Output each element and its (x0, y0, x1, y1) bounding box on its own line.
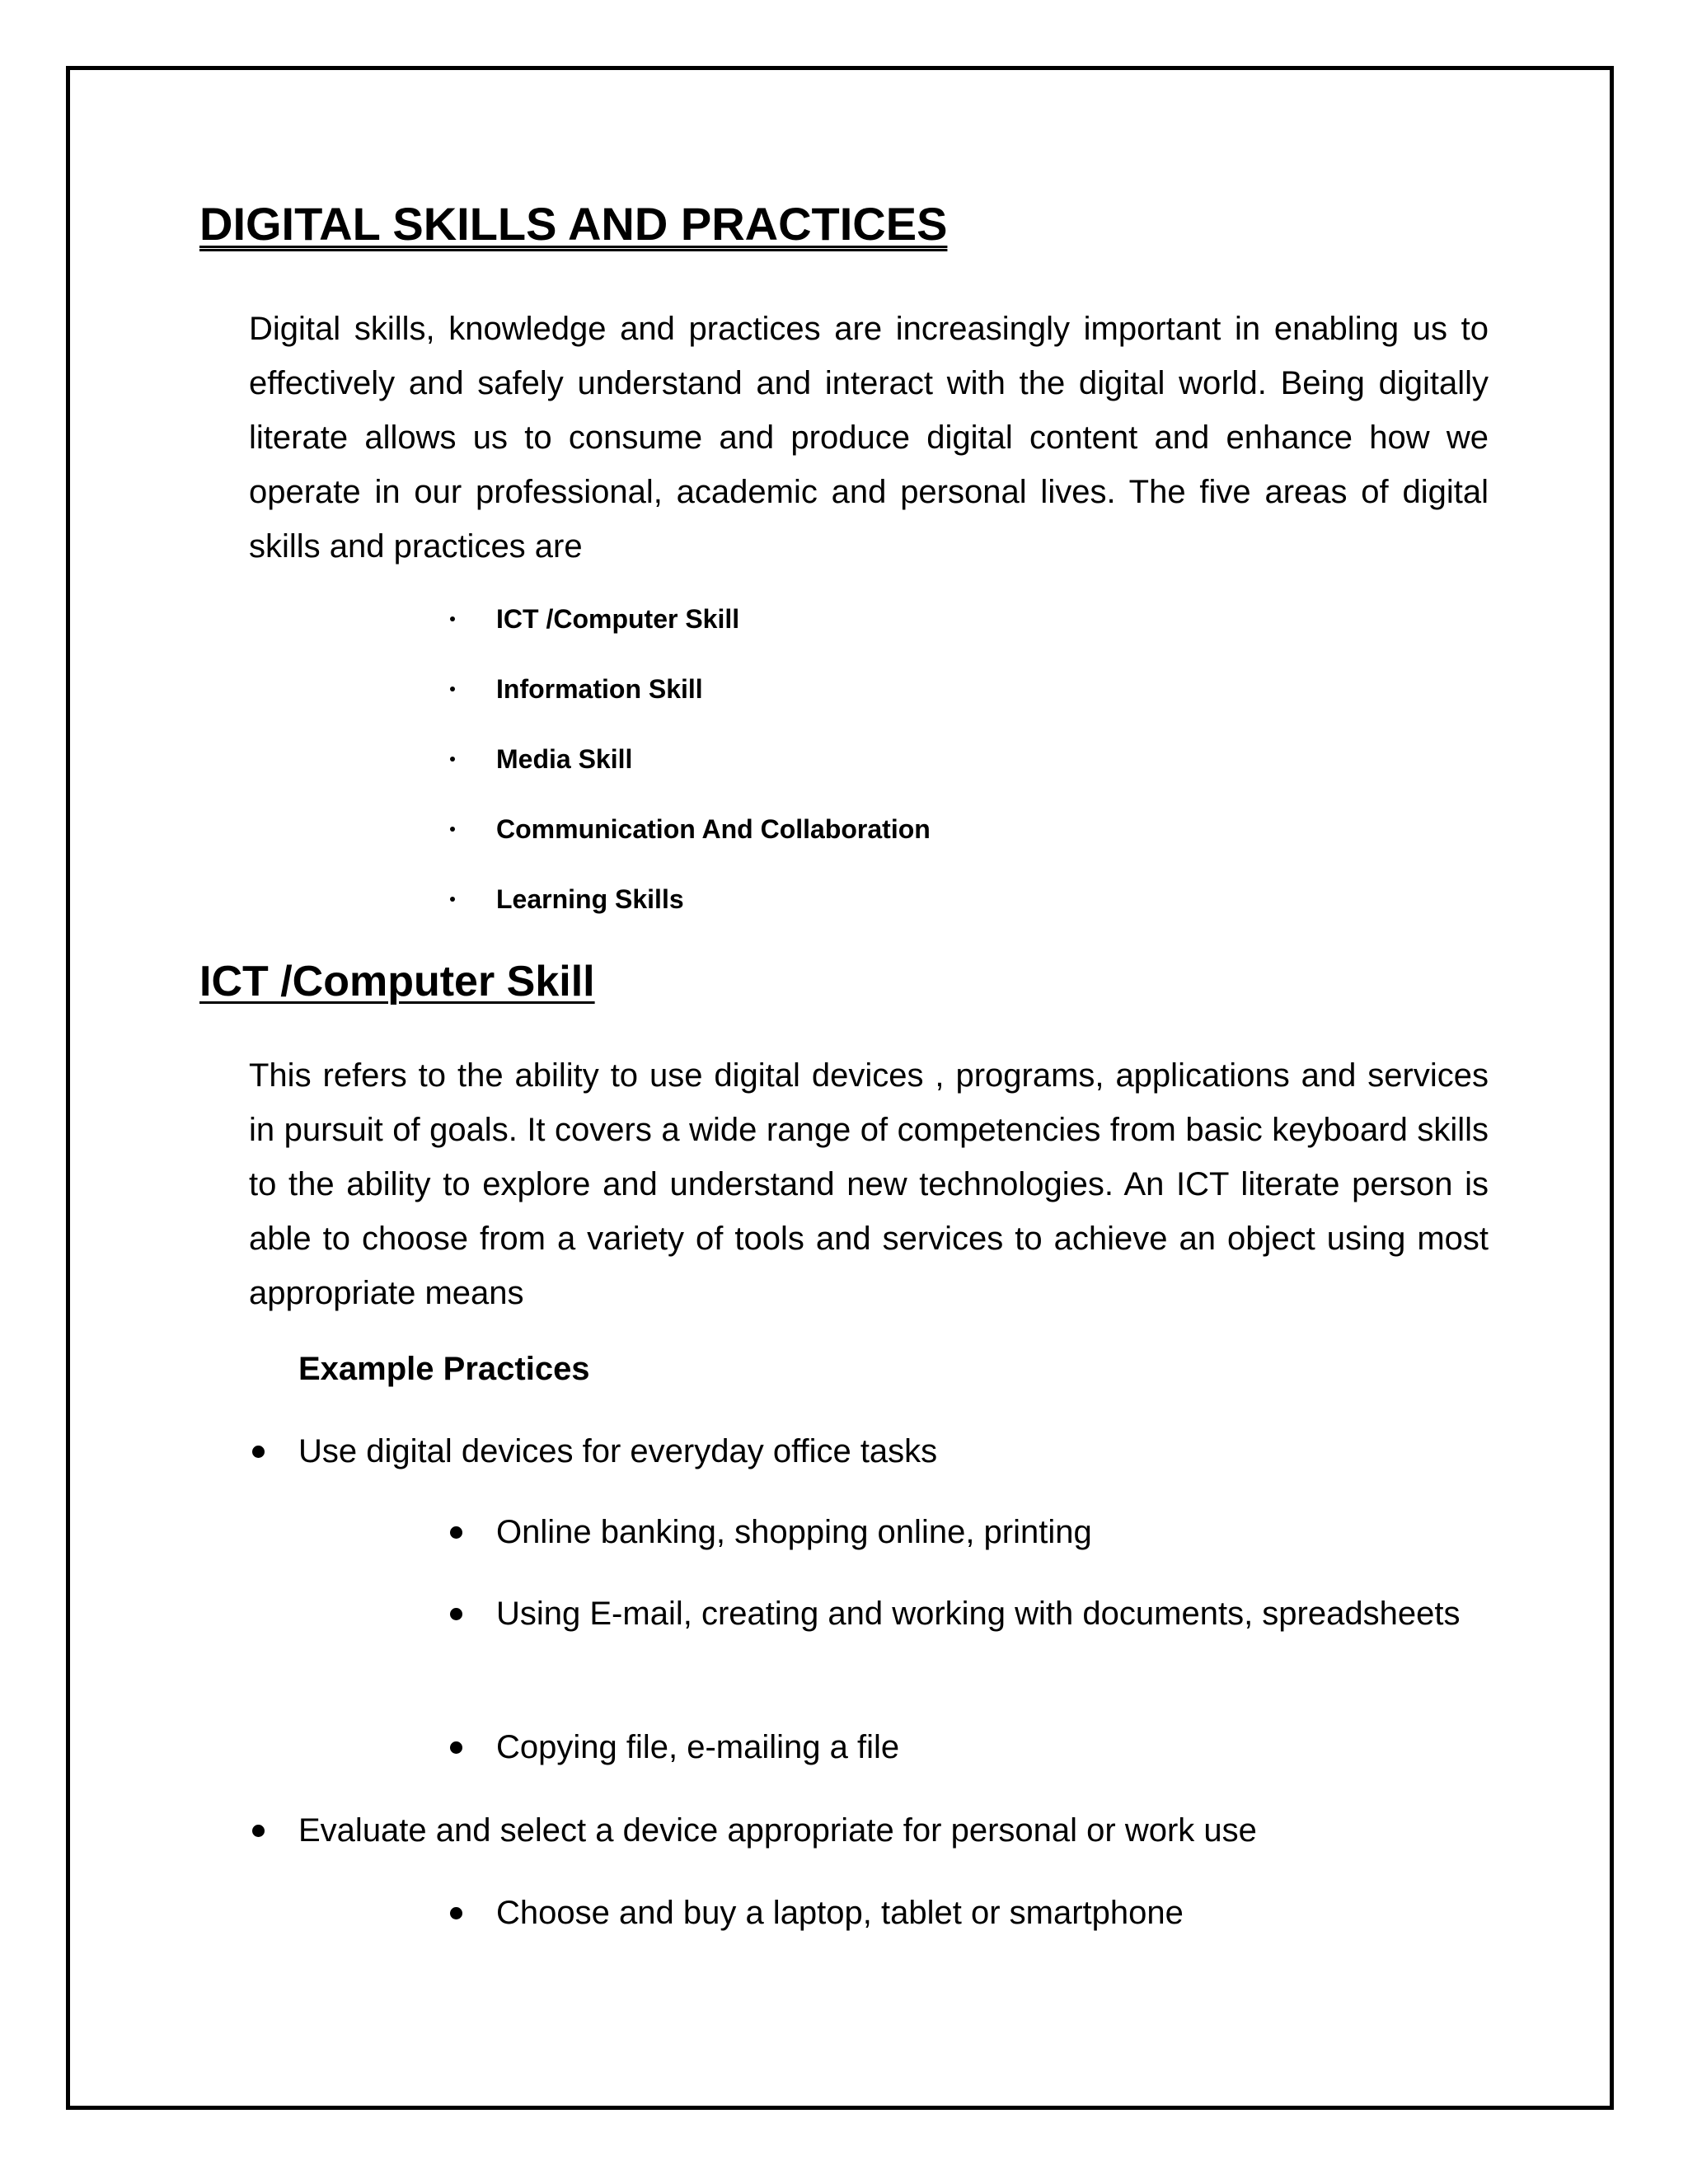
bullet-dot-icon (450, 1741, 462, 1754)
document-title: DIGITAL SKILLS AND PRACTICES (199, 198, 948, 250)
bullet-dot-icon (450, 1608, 462, 1620)
bullet-dot-icon (252, 1825, 265, 1837)
practice-subitem (496, 1720, 1489, 1774)
practice-item (298, 1803, 1489, 1858)
list-item (447, 733, 931, 804)
example-practices-heading: Example Practices (298, 1351, 590, 1387)
list-item (447, 593, 931, 663)
practice-text: Evaluate and select a device appropriate for personal or work use (298, 1812, 1257, 1849)
practice-subitem (496, 1505, 1489, 1559)
skill-area-label: ICT /Computer Skill (496, 604, 740, 634)
practice-subitem (496, 1886, 1489, 1940)
skill-area-label: Information Skill (496, 674, 703, 704)
practice-item (298, 1424, 1489, 1479)
bullet-dot-icon (450, 1907, 462, 1919)
practice-text: Use digital devices for everyday office tasks (298, 1433, 938, 1469)
bullet-dot-icon (450, 827, 455, 832)
bullet-dot-icon (450, 616, 455, 621)
ict-section-paragraph: This refers to the ability to use digital devices , programs, applications and services in pursuit of goals. It covers a wide range of competencies from basic keyboard skills to the ability to explore and understand new technologies. An ICT literate person is able to choose from a variety of tools and services to achieve an object using most appropriate means (249, 1057, 1489, 1311)
list-item (447, 804, 931, 874)
practice-subitem-text: Copying file, e-mailing a file (496, 1729, 900, 1765)
practice-subitem-text: Online banking, shopping online, printing (496, 1514, 1092, 1550)
bullet-dot-icon (450, 1526, 462, 1539)
skill-area-label: Communication And Collaboration (496, 814, 931, 844)
skill-areas-list (447, 593, 931, 944)
practice-subitem-text: Using E-mail, creating and working with documents, spreadsheets (496, 1596, 1461, 1632)
practice-subitem-text: Choose and buy a laptop, tablet or smartphone (496, 1895, 1184, 1931)
bullet-dot-icon (450, 687, 455, 691)
bullet-dot-icon (252, 1446, 265, 1458)
intro-paragraph: Digital skills, knowledge and practices are increasingly important in enabling us to effectively and safely understand and interact with the digital world. Being digitally literate allows us to consume and produce digital content and enhance how we operate in our professional, academic and personal lives. The five areas of digital skills and practices are (249, 311, 1489, 565)
skill-area-label: Learning Skills (496, 884, 684, 914)
ict-section-heading: ICT /Computer Skill (199, 958, 595, 1005)
list-item (447, 874, 931, 944)
bullet-dot-icon (450, 897, 455, 902)
practice-subitem (496, 1586, 1489, 1641)
list-item (447, 663, 931, 733)
skill-area-label: Media Skill (496, 744, 633, 774)
bullet-dot-icon (450, 757, 455, 762)
